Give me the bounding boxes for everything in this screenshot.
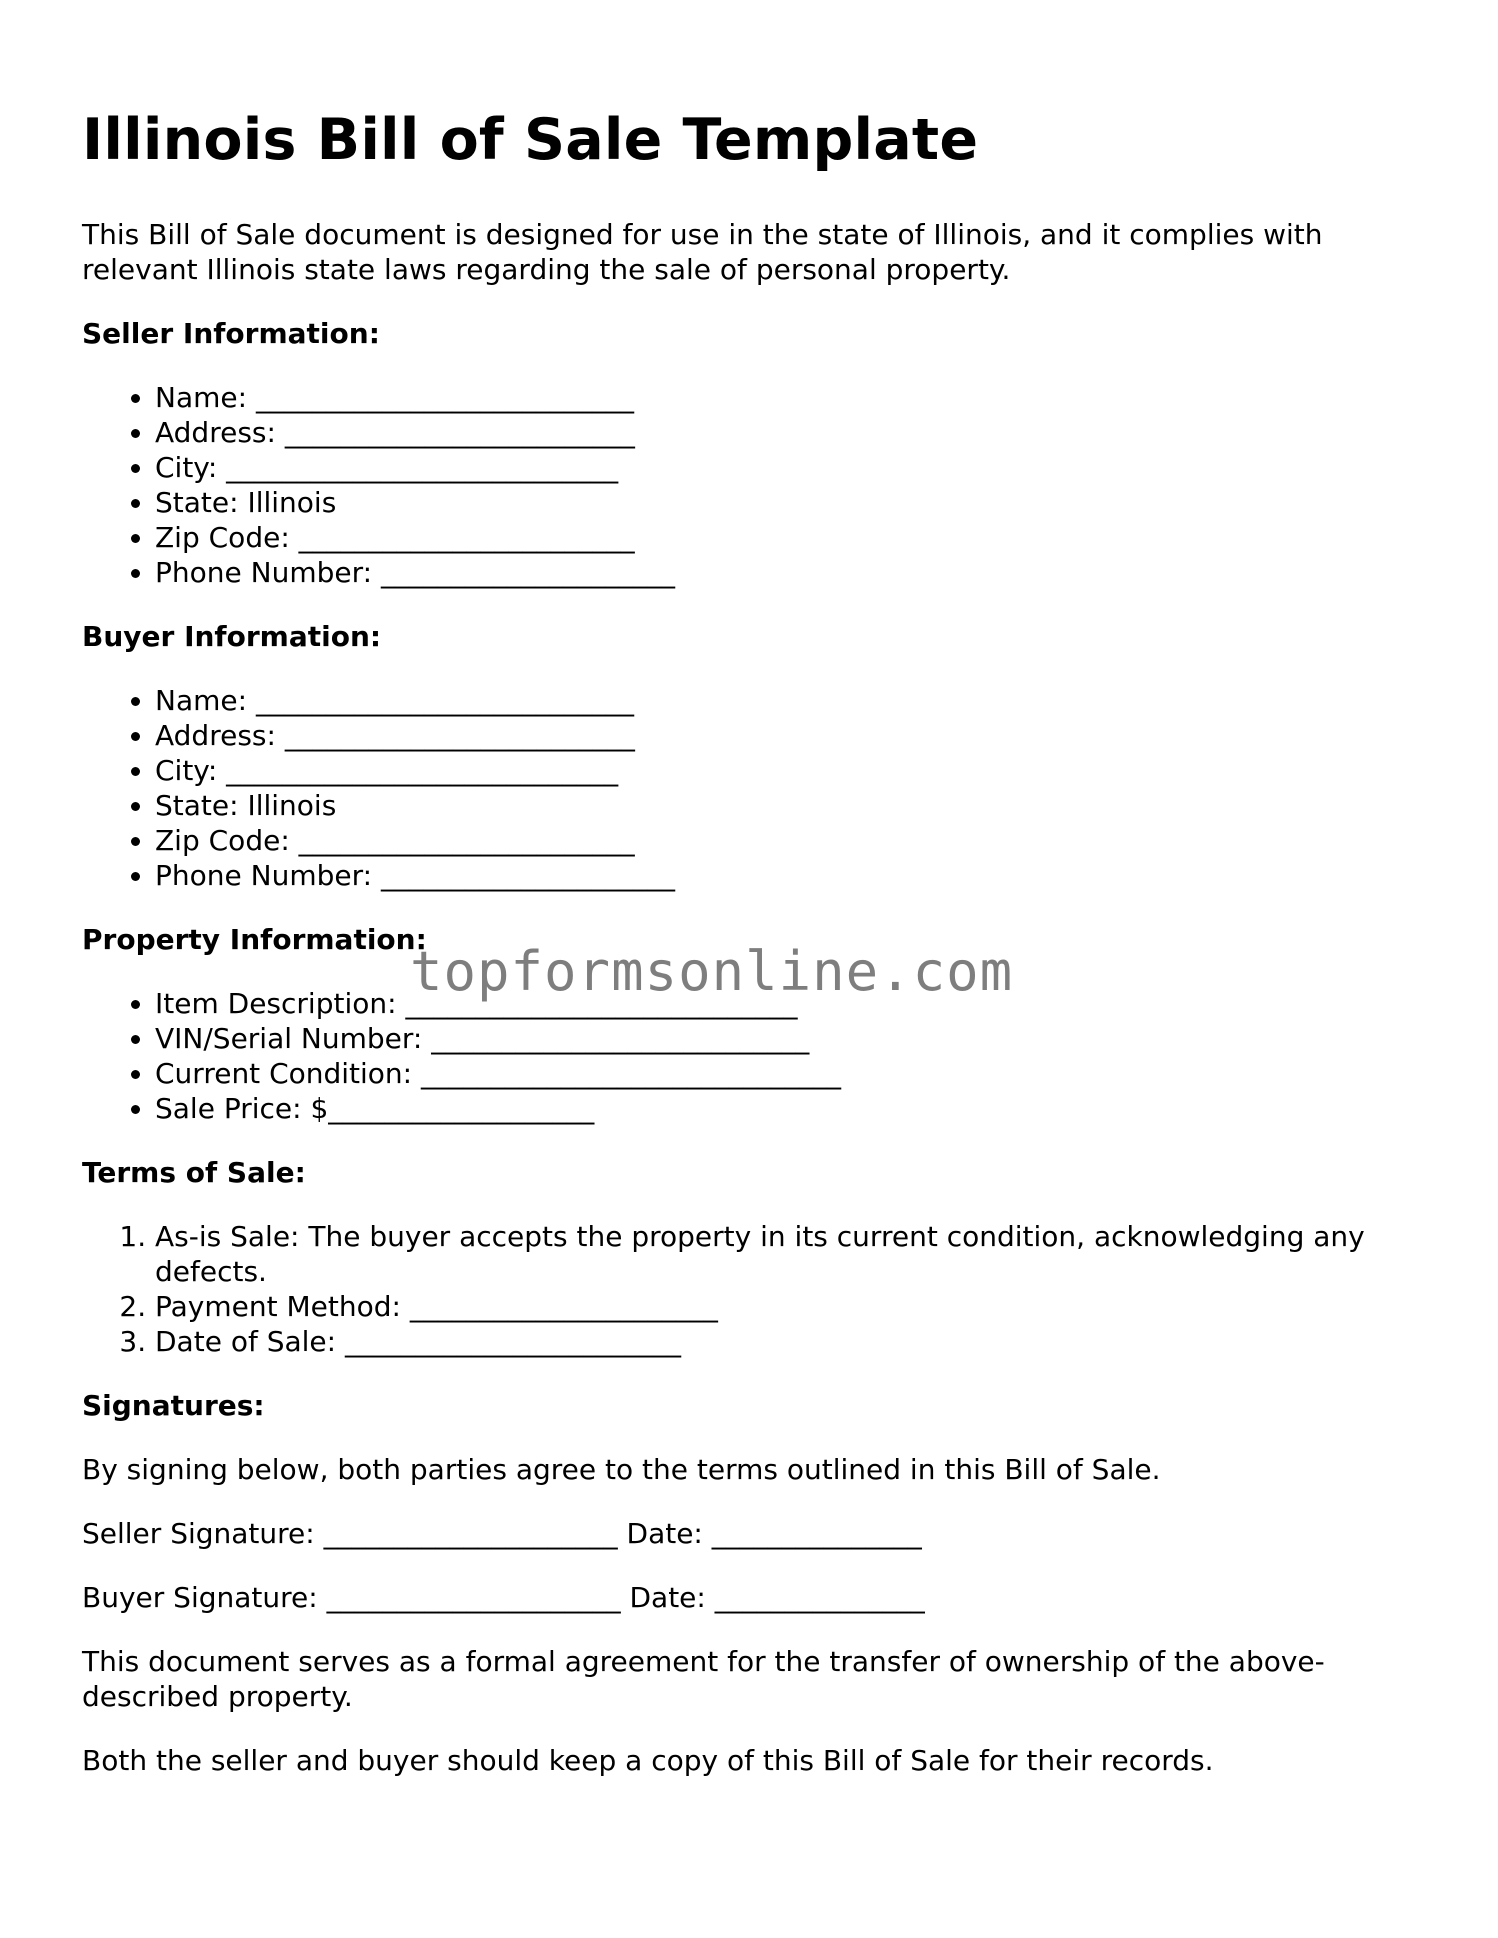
date-of-sale-field: 3. Date of Sale: ________________________: [155, 1324, 1432, 1359]
watermark-text: topformsonline.com: [410, 940, 1014, 1003]
terms-heading: Terms of Sale:: [82, 1156, 306, 1189]
item-description-field: • Item Description: ____________________________: [155, 986, 1432, 1021]
buyer-state-field: • State: Illinois: [155, 788, 1432, 823]
seller-heading: Seller Information:: [82, 317, 380, 350]
signature-agreement-text: By signing below, both parties agree to the terms outlined in this Bill of Sale.: [82, 1453, 1161, 1486]
seller-list: [82, 380, 1432, 590]
seller-state-field: • State: Illinois: [155, 485, 1432, 520]
formal-agreement-paragraph: This document serves as a formal agreement for the transfer of ownership of the above-described property.: [82, 1645, 1325, 1713]
as-is-sale-term: 1. As-is Sale: The buyer accepts the property in its current condition, acknowledging any defects.: [155, 1219, 1432, 1289]
seller-zip-field: • Zip Code: ________________________: [155, 520, 1432, 555]
buyer-heading: Buyer Information:: [82, 620, 382, 653]
signatures-heading: Signatures:: [82, 1389, 265, 1422]
seller-phone-field: • Phone Number: _____________________: [155, 555, 1432, 590]
buyer-name-field: • Name: ___________________________: [155, 683, 1432, 718]
document-title: Illinois Bill of Sale Template: [82, 107, 979, 173]
vin-serial-field: • VIN/Serial Number: ___________________________: [155, 1021, 1432, 1056]
buyer-list: [82, 683, 1432, 893]
current-condition-field: • Current Condition: ______________________________: [155, 1056, 1432, 1091]
property-list: [82, 986, 1432, 1126]
payment-method-field: 2. Payment Method: ______________________: [155, 1289, 1432, 1324]
terms-list: [82, 1219, 1432, 1359]
seller-city-field: • City: ____________________________: [155, 450, 1432, 485]
sale-price-field: • Sale Price: $___________________: [155, 1091, 1432, 1126]
seller-name-field: • Name: ___________________________: [155, 380, 1432, 415]
intro-paragraph: This Bill of Sale document is designed for use in the state of Illinois, and it complies with relevant Illinois state laws regarding the sale of personal property.: [82, 218, 1323, 286]
buyer-signature-line: Buyer Signature: _____________________ Date: _______________: [82, 1581, 925, 1614]
buyer-phone-field: • Phone Number: _____________________: [155, 858, 1432, 893]
keep-copy-paragraph: Both the seller and buyer should keep a copy of this Bill of Sale for their records.: [82, 1744, 1214, 1777]
buyer-address-field: • Address: _________________________: [155, 718, 1432, 753]
property-heading: Property Information:: [82, 923, 427, 956]
seller-address-field: • Address: _________________________: [155, 415, 1432, 450]
buyer-city-field: • City: ____________________________: [155, 753, 1432, 788]
buyer-zip-field: • Zip Code: ________________________: [155, 823, 1432, 858]
document-page: [82, 0, 1432, 1778]
seller-signature-line: Seller Signature: _____________________ Date: _______________: [82, 1517, 922, 1550]
